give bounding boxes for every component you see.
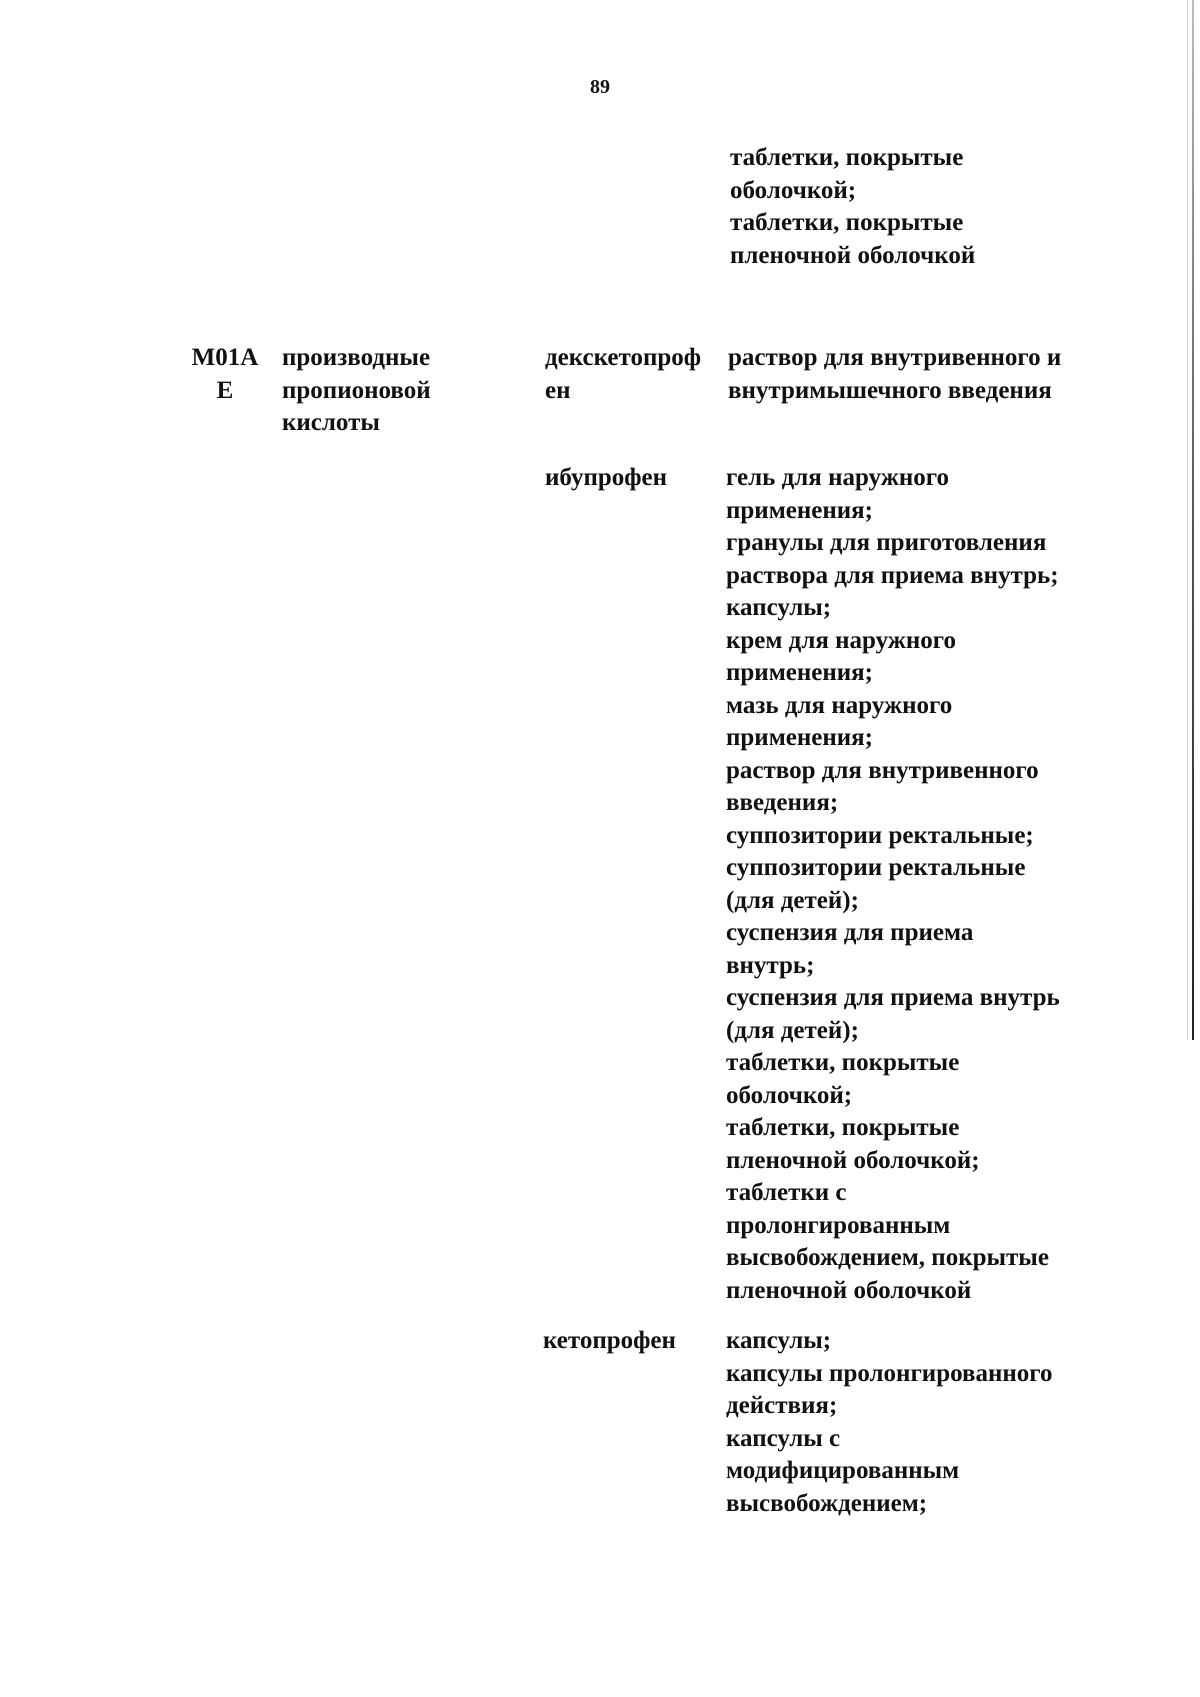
drug-name-dexketoprofen: декскетопроф ен xyxy=(545,344,702,404)
continued-dosage-forms: таблетки, покрытые оболочкой; таблетки, покрытые пленочной оболочкой xyxy=(730,144,976,269)
dosage-forms-ketoprofen: капсулы; капсулы пролонгированного действия; капсулы с модифицированным высвобождением; xyxy=(726,1327,1053,1517)
scan-binding-edge xyxy=(1192,0,1194,1040)
scan-binding-edge-faint xyxy=(1187,0,1188,1040)
page-number: 89 xyxy=(590,76,610,98)
atc-code: М01А Е xyxy=(191,344,259,404)
dosage-forms-dexketoprofen: раствор для внутривенного и внутримышечного введения xyxy=(728,344,1062,404)
atc-group-name: производные пропионовой кислоты xyxy=(282,344,431,436)
drug-name-ketoprofen: кетопрофен xyxy=(543,1327,676,1354)
drug-name-ibuprofen: ибупрофен xyxy=(545,464,668,491)
dosage-forms-ibuprofen: гель для наружного применения; гранулы для приготовления раствора для приема внутрь; капсулы; крем для наружного применения; мазь для наружного применения; раствор для внутривенного введения; суппозитории ректальные; суппозитории ректальные (для детей); суспензия для приема внутрь; суспензия для приема внутрь (для детей); таблетки, покрытые оболочкой; таблетки, покрытые пленочной оболочкой; таблетки с пролонгированным высвобождением, покрытые пленочной оболочкой xyxy=(726,464,1060,1304)
